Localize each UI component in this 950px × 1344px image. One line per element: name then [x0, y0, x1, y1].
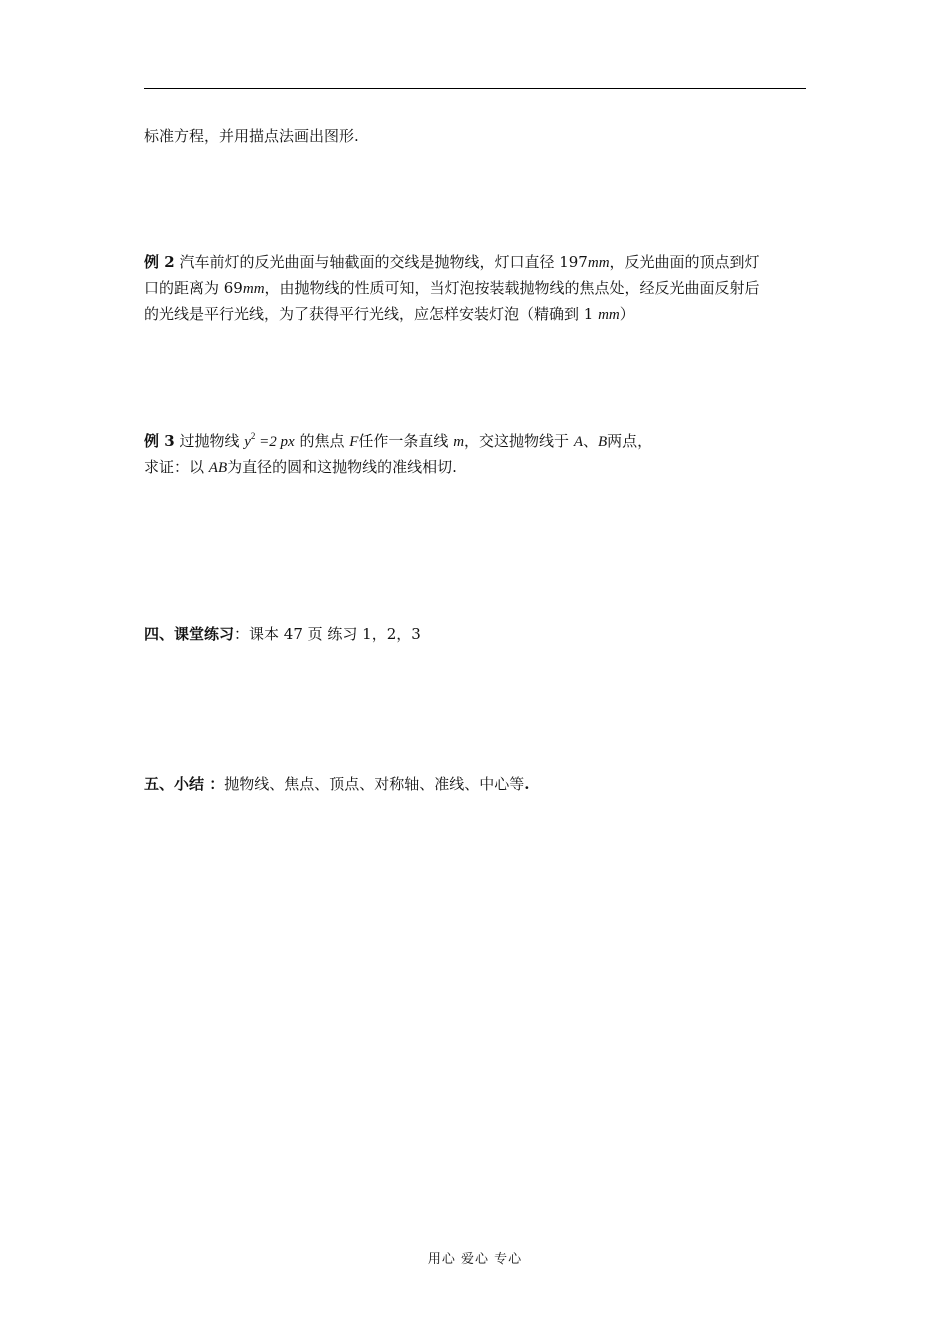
intro-line: 标准方程，并用描点法画出图形. — [144, 127, 359, 145]
example-2 — [144, 250, 808, 328]
unit-mm: mm — [587, 255, 610, 271]
segment-ab: AB — [208, 460, 228, 476]
point-b: B — [598, 434, 608, 450]
section-5-text: 抛物线、焦点、顶点、对称轴、准线、中心等 — [224, 775, 525, 793]
section-4 — [144, 622, 808, 647]
header-rule — [144, 88, 806, 89]
intro-text — [144, 124, 808, 149]
example-2-label: 例 2 — [144, 253, 175, 271]
example-3-line-2: 求证：以 AB为直径的圆和这抛物线的准线相切. — [144, 458, 457, 476]
example-3 — [144, 424, 808, 481]
example-3-label: 例 3 — [144, 432, 175, 450]
point-a: A — [573, 434, 583, 450]
page-footer: 用心 爱心 专心 — [427, 1252, 523, 1267]
section-5-heading: 五、小结 ： — [144, 775, 225, 793]
section-4-text: ：课本 47 页 练习 1，2，3 — [234, 625, 421, 643]
section-4-heading: 四、课堂练习 — [144, 625, 235, 643]
example-2-line-2: 口的距离为 69mm，由抛物线的性质可知，当灯泡按装载抛物线的焦点处，经反光曲面反射后 — [144, 279, 760, 297]
example-2-line-3: 的光线是平行光线，为了获得平行光线，应怎样安装灯泡（精确到 1 mm） — [144, 305, 635, 323]
section-5: 五、小结 ：抛物线、焦点、顶点、对称轴、准线、中心等. — [144, 775, 530, 793]
unit-mm: mm — [242, 281, 265, 297]
focus-variable: F — [349, 434, 359, 450]
example-2-line-1: 例 2 汽车前灯的反光曲面与轴截面的交线是抛物线，灯口直径 197mm，反光曲面的顶点到灯 — [144, 253, 760, 271]
example-3-line-1: 例 3 过抛物线 $y^2 =2$ px 的焦点 F任作一条直线 m，交这抛物线于 A、B两点， — [144, 431, 653, 450]
parabola-equation: $y^2 =2$ px — [244, 431, 295, 450]
unit-mm: mm — [598, 307, 620, 323]
line-variable: m — [453, 434, 465, 450]
